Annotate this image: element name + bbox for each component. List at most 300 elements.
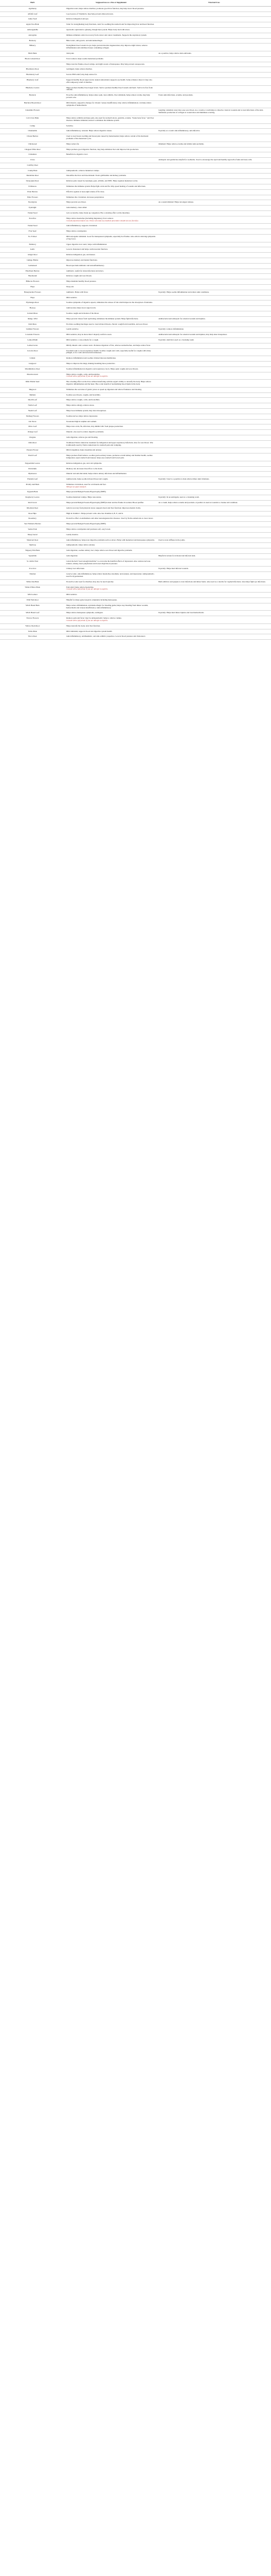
supplement-use <box>65 501 157 506</box>
external-use <box>157 623 271 629</box>
table-row <box>0 56 271 62</box>
herb-name: Elder Berries <box>0 189 65 195</box>
supplement-use <box>65 152 157 158</box>
supplement-use <box>65 419 157 424</box>
table-row <box>0 430 271 435</box>
supplement-use-text: Anti-inflammatory, supports circulation. <box>66 224 98 227</box>
table-row <box>0 152 271 158</box>
herb-name: Yerba Mate <box>0 629 65 634</box>
herb-reference-page <box>0 0 271 640</box>
herb-name: Mullein <box>0 392 65 398</box>
table-row <box>0 242 271 247</box>
supplement-use <box>65 593 157 598</box>
herb-name: Ginger Root <box>0 253 65 258</box>
supplement-use <box>65 274 157 279</box>
table-row <box>0 623 271 629</box>
supplement-use <box>65 495 157 501</box>
supplement-use-text: Immune stimulant. Aids in recovery from cancer and cancer treatments. Supports the respiratory system. <box>66 33 147 36</box>
supplement-use <box>65 27 157 33</box>
herb-name: Neem Leaf <box>0 408 65 414</box>
supplement-use <box>65 100 157 108</box>
external-use <box>157 559 271 567</box>
table-row <box>0 6 271 11</box>
herb-name: Oregano <box>0 435 65 440</box>
external-use <box>157 448 271 454</box>
external-use <box>157 67 271 73</box>
herb-name: Garlic <box>0 247 65 253</box>
external-use <box>157 424 271 430</box>
herb-name: Jasmine Flowers <box>0 327 65 333</box>
supplement-use-text: Helps to improve the lungs, making breathing more productive. <box>66 362 116 365</box>
external-use: Topically: Used to a poultice to help relieve minor skin irritations. <box>157 477 271 483</box>
external-use <box>157 216 271 224</box>
supplement-use-text: Helps relieve menopause symptoms, astringent. <box>66 611 103 614</box>
supplement-use-text: Soothes sore throats, coughs, and bronchitis. <box>66 393 101 396</box>
external-use <box>157 430 271 435</box>
table-row <box>0 206 271 211</box>
table-row <box>0 356 271 362</box>
supplement-use-text: Gently laxative. <box>66 533 79 536</box>
herb-table-body <box>0 6 271 639</box>
supplement-use-text: Stimulates circulation, used for cold hands and feet. <box>66 483 106 486</box>
external-use <box>157 506 271 511</box>
external-use <box>157 408 271 414</box>
table-row <box>0 333 271 338</box>
table-row <box>0 579 271 585</box>
table-row <box>0 361 271 366</box>
supplement-use <box>65 629 157 634</box>
supplement-use <box>65 134 157 142</box>
table-row <box>0 482 271 490</box>
supplement-use-text: Helpful for many gynecological complaints including menopause. <box>66 599 117 602</box>
supplement-use <box>65 472 157 477</box>
supplement-use-text: Bitter tonic, anti-pyretic, and anti-hemorrhagic. <box>66 39 103 42</box>
external-use <box>157 356 271 362</box>
herb-name: Lemon Grass <box>0 343 65 348</box>
table-row <box>0 527 271 533</box>
supplement-use <box>65 229 157 235</box>
supplement-use-text: Anti-inflammatory, antirheumatic, and anti-arthritic properties. Lowers blood pressure and cholesterol. <box>66 635 146 638</box>
supplement-use <box>65 522 157 527</box>
herb-name: Rose Hips <box>0 511 65 516</box>
supplement-use-text: Helps reduce fat. <box>66 142 80 145</box>
external-use: Topically: Helps soothe inflammation and relieve skin conditions. <box>157 290 271 295</box>
table-row <box>0 554 271 559</box>
supplement-use-text: Mild diuretic, supportive therapy for chronic venous insufficiency; may relieve inflammation; can help relieve symptoms of hemorrhoids. <box>66 101 152 106</box>
supplement-use-text: Beneficial to digestive tract. <box>66 153 88 156</box>
supplement-use-text: Severe PMS relief, may help reduce fat. <box>66 73 97 76</box>
supplement-use-text: Relieves indigestion, gas, and nausea. <box>66 253 96 256</box>
table-row <box>0 511 271 516</box>
external-use <box>157 134 271 142</box>
supplement-use <box>65 147 157 152</box>
herb-name: Valerian <box>0 572 65 580</box>
supplement-use <box>65 380 157 388</box>
herb-name: Bilberry <box>0 44 65 51</box>
table-row <box>0 593 271 598</box>
supplement-use <box>65 333 157 338</box>
table-row <box>0 235 271 242</box>
supplement-use-text: Antispasmodic, helps relieve anxiety. <box>66 544 96 547</box>
table-row <box>0 472 271 477</box>
external-use <box>157 482 271 490</box>
table-row <box>0 327 271 333</box>
herb-name: Linden <box>0 356 65 362</box>
supplement-use <box>65 216 157 224</box>
herb-name: Black Cohosh Root <box>0 56 65 62</box>
external-use <box>157 195 271 200</box>
table-row <box>0 168 271 174</box>
external-use <box>157 522 271 527</box>
supplement-use-text: Digestive tonic, helps relieve diarrhea, promotes good liver function, may help lower blood pressure. <box>66 7 145 10</box>
external-use <box>157 268 271 274</box>
supplement-use <box>65 279 157 285</box>
table-row <box>0 17 271 22</box>
herb-name: Fumitory <box>0 242 65 247</box>
table-row <box>0 224 271 229</box>
herb-table <box>0 0 271 640</box>
table-row <box>0 27 271 33</box>
external-use <box>157 461 271 466</box>
herb-name: Barberry <box>0 38 65 44</box>
external-use <box>157 274 271 279</box>
supplement-use <box>65 189 157 195</box>
supplement-use <box>65 454 157 461</box>
external-use <box>157 152 271 158</box>
supplement-use <box>65 392 157 398</box>
supplement-use-text: Helps prevent viruses from replicating; stimulates the immune system. Helps fight infections. <box>66 317 139 320</box>
herb-name: Flax Seed <box>0 229 65 235</box>
herb-name: Milk Thistle Seed <box>0 380 65 388</box>
supplement-use <box>65 361 157 366</box>
table-row <box>0 73 271 78</box>
table-row <box>0 440 271 448</box>
external-use: As a steam inhalant: Helps decongest sinuses. <box>157 200 271 206</box>
supplement-use <box>65 6 157 11</box>
external-use <box>157 403 271 409</box>
supplement-use-text: Ayurvedic equivalent to ginseng, though more potent. Helps body deal with stress. <box>66 28 130 31</box>
table-row <box>0 195 271 200</box>
herb-name: Pygeum Bark <box>0 490 65 495</box>
external-use <box>157 6 271 11</box>
external-use <box>157 343 271 348</box>
supplement-use <box>65 598 157 603</box>
herb-name: Orange Leaf <box>0 430 65 435</box>
table-row <box>0 290 271 295</box>
supplement-use <box>65 224 157 229</box>
table-row <box>0 129 271 134</box>
supplement-use-text: Broad spectrum antibiotic and anti-inflammatory. <box>66 264 105 267</box>
external-use <box>157 38 271 44</box>
external-use <box>157 511 271 516</box>
caution-note: Consult with a physician if you are allergic to aspirin. <box>66 588 108 591</box>
supplement-use <box>65 579 157 585</box>
external-use <box>157 163 271 168</box>
external-use <box>157 532 271 538</box>
herb-name: Red Clover <box>0 501 65 506</box>
supplement-use <box>65 356 157 362</box>
table-row <box>0 506 271 511</box>
supplement-use <box>65 611 157 616</box>
table-row <box>0 616 271 624</box>
external-use <box>157 100 271 108</box>
herb-name: Uva Ursi <box>0 567 65 572</box>
herb-name: Astragalus <box>0 33 65 38</box>
supplement-use <box>65 482 157 490</box>
supplement-use <box>65 408 157 414</box>
external-use <box>157 211 271 216</box>
herb-name: Oat Straw <box>0 419 65 424</box>
supplement-use-text: Antibiotic. Helps with fever. <box>66 290 88 293</box>
herb-name: Peppermint Leaves <box>0 461 65 466</box>
herb-name: Comfrey Root <box>0 163 65 168</box>
supplement-use <box>65 490 157 495</box>
table-row <box>0 216 271 224</box>
table-row <box>0 461 271 466</box>
external-use: As a cream, helps relieve eczema and psoriasis. A poultice is used on wounds to cleanse and condition. <box>157 501 271 506</box>
herb-name: Marshmallow Root <box>0 366 65 372</box>
supplement-use-text: Helps prevent sore throat. <box>66 201 87 204</box>
external-use <box>157 466 271 472</box>
external-use <box>157 242 271 247</box>
supplement-use <box>65 311 157 317</box>
supplement-use <box>65 195 157 200</box>
herb-name: Nutmeg Flowers <box>0 414 65 419</box>
herb-name: Chickweed <box>0 141 65 147</box>
external-column-header: External Uses <box>157 0 271 6</box>
table-row <box>0 200 271 206</box>
supplement-use <box>65 77 157 85</box>
herb-name: Saw Palmetto Berries <box>0 522 65 527</box>
external-use <box>157 22 271 28</box>
herb-name: Fo-Ti Root <box>0 235 65 242</box>
herb-name: Hops <box>0 295 65 301</box>
herb-name: Prickly Ash Bark <box>0 482 65 490</box>
external-use <box>157 263 271 268</box>
external-use <box>157 115 271 123</box>
external-use <box>157 616 271 624</box>
herb-name: Ginkgo Biloba <box>0 258 65 264</box>
supplement-use-text: Used to treat breast swelling and breast pain caused by menstruation; helps relieve certain of the hormonal problems of the menstrual cycle. <box>66 135 149 140</box>
supplement-use <box>65 17 157 22</box>
supplement-use-text: Supports healthy blood sugar levels; natural antioxidant; supports eye health. Some evidence shows it may also offer temporary relief of diarrhea. <box>66 78 152 83</box>
herb-name: Horehound <box>0 274 65 279</box>
supplement-use <box>65 184 157 190</box>
herb-column-header: Herb <box>0 0 65 6</box>
supplement-use <box>65 73 157 78</box>
herb-name: Slippery Elm Bark <box>0 548 65 554</box>
herb-name: Blackberry Root <box>0 67 65 73</box>
table-row <box>0 301 271 306</box>
supplement-use <box>65 506 157 511</box>
table-row <box>0 495 271 501</box>
supplement-use-text: Mild estrogenic stimulant. Good for menopausal symptoms, especially hot flashes. Also aids in relieving symptoms of hay fever. <box>66 235 155 240</box>
supplement-use <box>65 206 157 211</box>
supplement-use-text: Helps reduce inflammation, anti-hemorrhagic for bleeding gums; helps stop bleeding from minor wounds, hemorrhoids and venous insufficiency. Anti-inflammatory. <box>66 603 148 609</box>
herb-name: Blueberry Leaf <box>0 77 65 85</box>
herb-name: Lavender Flowers <box>0 333 65 338</box>
herb-name: Indigo, Wild <box>0 316 65 322</box>
supplement-use <box>65 247 157 253</box>
external-use <box>157 414 271 419</box>
supplement-use-text: Provides soothing mucilages used to treat irritated throats, chronic cough from bronchitis, and sore throat. <box>66 322 148 325</box>
supplement-use-text: Stimulates the secretion of gastric juices to speed up digestion and relieve flatulence and bloating. <box>66 388 142 391</box>
supplement-use <box>65 306 157 311</box>
table-row <box>0 538 271 543</box>
table-row <box>0 567 271 572</box>
supplement-use-text: Sweetened high in sulphur and sodium. <box>66 420 97 423</box>
table-row <box>0 435 271 440</box>
supplement-use-text: Antibacterial, helps soothe irritated throat and coughs. <box>66 478 108 481</box>
supplement-use-text: Soothes menstrual cramps. Helps tone uterus. <box>66 496 102 499</box>
herb-name: Rhodiola Root <box>0 506 65 511</box>
supplement-use <box>65 403 157 409</box>
external-use <box>157 27 271 33</box>
herb-name: St. John's Wort <box>0 559 65 567</box>
supplement-use-text: Urinary tract infections. <box>66 567 85 570</box>
table-row <box>0 366 271 372</box>
table-row <box>0 100 271 108</box>
herb-name: Fennel Seed <box>0 224 65 229</box>
supplement-use-text: Aids memory, clears mind. <box>66 206 87 209</box>
supplement-use-text: Antivascular, helps lower sugar levels. <box>66 307 96 310</box>
supplement-use-text: Aids in recovery from physical stress; supports heart and liver function; improves mental clarity. <box>66 506 141 509</box>
external-use <box>157 247 271 253</box>
external-use <box>157 440 271 448</box>
supplement-use <box>65 448 157 454</box>
supplement-use <box>65 200 157 206</box>
supplement-use-text: Aids digestion. <box>66 555 78 558</box>
supplement-use <box>65 567 157 572</box>
table-row <box>0 263 271 268</box>
herb-name: Agrimony <box>0 6 65 11</box>
table-row <box>0 634 271 640</box>
external-use <box>157 490 271 495</box>
supplement-use <box>65 477 157 483</box>
supplement-use-text: Helps prevent Benign Prostate Hypertrophy (BPH) in men and hot flashes in women. Blood purifier. <box>66 501 144 504</box>
table-row <box>0 179 271 184</box>
supplement-use <box>65 337 157 343</box>
herb-name: Rosemary <box>0 516 65 522</box>
external-use <box>157 184 271 190</box>
table-row <box>0 348 271 356</box>
supplement-use <box>65 168 157 174</box>
supplement-use <box>65 511 157 516</box>
supplement-use <box>65 461 157 466</box>
external-use: As a poultice, helps relieve skin outbreaks. <box>157 51 271 56</box>
supplement-use-text: Mildly diuretic and a relaxer tonic. Promotes digestion of fats, relieves stomachaches, and helps reduce fever. <box>66 343 151 346</box>
table-row <box>0 448 271 454</box>
table-row <box>0 403 271 409</box>
herb-name: Witch Hazel Leaf <box>0 611 65 616</box>
supplement-use-text: Pain relief, helps relieve headaches. <box>66 585 94 588</box>
table-row <box>0 322 271 327</box>
supplement-use-text: Mild sedative. <box>66 593 77 596</box>
table-row <box>0 424 271 430</box>
herb-name: Shatavari Root <box>0 538 65 543</box>
supplement-use-text: Excellent tonic to boost respiratory health. Soothes coughs and colds, especially useful for coughs with sticky phlegm, as for colds and uncertain sicknesses. <box>66 349 151 354</box>
table-row <box>0 490 271 495</box>
supplement-column-header: Supposed use as a Tea or Supplement <box>65 0 157 6</box>
supplement-use <box>65 538 157 543</box>
table-row <box>0 516 271 522</box>
external-use <box>157 285 271 290</box>
herb-name: Dong Quai Root <box>0 179 65 184</box>
external-use: Bath additives and gargles to treat infections and minor burns. Also used as a douche for vaginal infections. Also helps fight eye infections. <box>157 579 271 585</box>
supplement-use <box>65 290 157 295</box>
supplement-use-text: Aids digestion, soothes urinary tract, helps relieve sore throat and digestive problems. <box>66 549 132 552</box>
table-row <box>0 115 271 123</box>
herb-name: Periwinkle <box>0 466 65 472</box>
herb-name: Yarrow Flowers <box>0 616 65 624</box>
table-row <box>0 501 271 506</box>
table-row <box>0 163 271 168</box>
table-row <box>0 532 271 538</box>
herb-name: Skullcap <box>0 543 65 548</box>
table-row <box>0 141 271 147</box>
table-row <box>0 572 271 580</box>
table-row <box>0 174 271 179</box>
external-use <box>157 301 271 306</box>
supplement-use <box>65 343 157 348</box>
supplement-use-text: Relieves coughs and sore throats. <box>66 275 93 278</box>
table-row <box>0 274 271 279</box>
supplement-use <box>65 263 157 268</box>
table-row <box>0 85 271 93</box>
herb-name: Dandelion Root <box>0 174 65 179</box>
herb-name: Lemon Balm <box>0 337 65 343</box>
external-use <box>157 419 271 424</box>
herb-name: Blackberry Leaf <box>0 73 65 78</box>
supplement-use <box>65 435 157 440</box>
table-row <box>0 598 271 603</box>
supplement-use-text: Helps treat colds, flu, infection, may inhibit LDL from plaque production. <box>66 425 123 428</box>
external-use <box>157 206 271 211</box>
supplement-use-text: Astringent, helps relieve diarrhea. <box>66 68 93 71</box>
table-row <box>0 295 271 301</box>
herb-name: Cramp Bark <box>0 168 65 174</box>
herb-name: Echinacea <box>0 184 65 190</box>
herb-name: Raspberry Leaves <box>0 495 65 501</box>
external-use <box>157 380 271 388</box>
external-use <box>157 603 271 611</box>
supplement-use-text: Helps prevent Benign Prostate Hypertrophy (BPH). <box>66 490 106 493</box>
supplement-use-text: Sedative. <box>66 124 74 127</box>
supplement-use <box>65 235 157 242</box>
supplement-use <box>65 38 157 44</box>
supplement-use-text: Relieves indigestion, gas, and cold symptoms. <box>66 461 102 464</box>
table-row <box>0 603 271 611</box>
supplement-use-text: Reduces pain and fever; may be antispasmodic; helps to relieve cramps. <box>66 617 122 620</box>
table-row <box>0 611 271 616</box>
caution-note: Will get an upset stomach. <box>66 485 87 488</box>
external-use: Topically: reduces inflammation. <box>157 327 271 333</box>
caution-note: Consult with a physician if you are allergic to aspirin. <box>66 619 108 622</box>
herb-name: Cinnamon <box>0 152 65 158</box>
supplement-use-text: Proactive anti-inflammatory, helps reduce pain, treat arthritis, liver stimulant, helps remove toxins, may help prevent acne. <box>66 94 150 99</box>
herb-name: Fennel Seed <box>0 211 65 216</box>
table-row <box>0 189 271 195</box>
table-row <box>0 316 271 322</box>
herb-name: Chaste Berries <box>0 134 65 142</box>
external-use <box>157 17 271 22</box>
external-use <box>157 387 271 392</box>
herb-name: Catnip <box>0 123 65 129</box>
external-use <box>157 348 271 356</box>
supplement-use-text: Soothes nerves, helps relieve depression. <box>66 414 98 417</box>
supplement-use <box>65 603 157 611</box>
external-use <box>157 398 271 403</box>
